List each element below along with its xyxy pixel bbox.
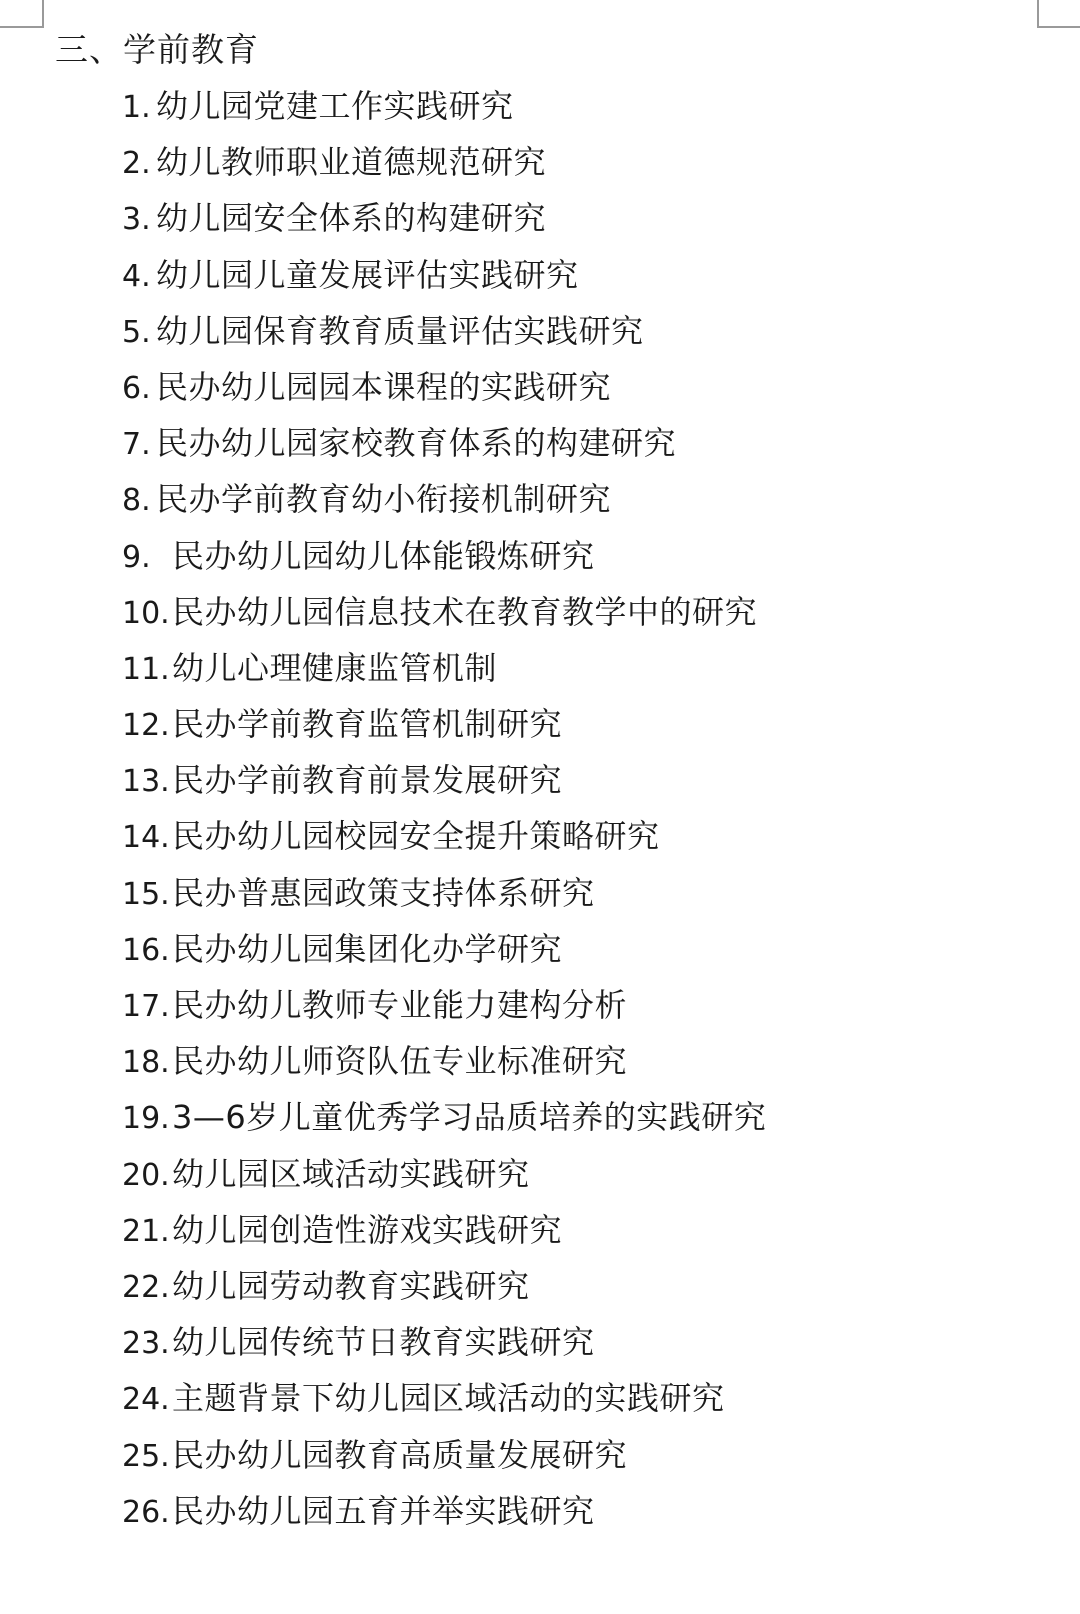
topic-item xyxy=(122,1208,766,1264)
topic-text: 民办幼儿园教育高质量发展研究 xyxy=(172,1435,628,1474)
topic-text: 民办幼儿园园本课程的实践研究 xyxy=(156,367,612,406)
topic-item xyxy=(122,983,766,1039)
topic-number: 23. xyxy=(122,1326,170,1362)
topic-text: 民办幼儿园五育并举实践研究 xyxy=(172,1491,595,1530)
topic-item xyxy=(122,702,766,758)
topic-number: 15. xyxy=(122,876,170,912)
topic-text: 主题背景下幼儿园区域活动的实践研究 xyxy=(172,1379,725,1418)
topic-number: 22. xyxy=(122,1269,170,1305)
topic-list xyxy=(122,84,766,1545)
topic-text: 民办幼儿园信息技术在教育教学中的研究 xyxy=(172,592,758,631)
topic-text: 幼儿园保育教育质量评估实践研究 xyxy=(156,311,644,350)
topic-text: 幼儿园创造性游戏实践研究 xyxy=(172,1210,563,1249)
topic-number: 19. xyxy=(122,1101,170,1137)
topic-number: 11. xyxy=(122,651,170,687)
topic-item xyxy=(122,84,766,140)
topic-item xyxy=(122,477,766,533)
topic-text: 民办幼儿园家校教育体系的构建研究 xyxy=(156,424,677,463)
topic-number: 26. xyxy=(122,1494,170,1530)
topic-number: 2. xyxy=(122,146,151,182)
topic-text: 幼儿园传统节日教育实践研究 xyxy=(172,1323,595,1362)
topic-number: 24. xyxy=(122,1382,170,1418)
topic-item xyxy=(122,927,766,983)
topic-item xyxy=(122,758,766,814)
topic-item xyxy=(122,1320,766,1376)
topic-text: 民办幼儿园集团化办学研究 xyxy=(172,929,563,968)
topic-item xyxy=(122,253,766,309)
topic-text: 民办学前教育监管机制研究 xyxy=(172,705,563,744)
topic-number: 1. xyxy=(122,90,151,125)
topic-text: 幼儿教师职业道德规范研究 xyxy=(156,143,547,182)
topic-text: 民办幼儿园校园安全提升策略研究 xyxy=(172,817,660,856)
section-heading: 三、学前教育 xyxy=(55,30,259,69)
topic-text: 幼儿园儿童发展评估实践研究 xyxy=(156,255,579,294)
topic-number: 18. xyxy=(122,1045,170,1081)
topic-text: 幼儿园劳动教育实践研究 xyxy=(172,1266,530,1305)
topic-text: 幼儿心理健康监管机制 xyxy=(172,648,498,687)
topic-number: 25. xyxy=(122,1438,170,1474)
topic-text: 民办幼儿园幼儿体能锻炼研究 xyxy=(172,536,595,575)
topic-text: 民办学前教育前景发展研究 xyxy=(172,761,563,800)
crop-mark-top-left xyxy=(0,0,44,28)
topic-number: 14. xyxy=(122,820,170,856)
topic-item xyxy=(122,421,766,477)
topic-number: 3. xyxy=(122,202,151,238)
topic-item xyxy=(122,309,766,365)
topic-number: 5. xyxy=(122,314,151,350)
topic-number: 13. xyxy=(122,764,170,800)
topic-item xyxy=(122,140,766,196)
topic-number: 6. xyxy=(122,370,151,406)
topic-item xyxy=(122,196,766,252)
topic-text: 民办学前教育幼小衔接机制研究 xyxy=(156,480,612,519)
topic-number: 4. xyxy=(122,258,151,294)
topic-item xyxy=(122,1376,766,1432)
topic-number: 9. xyxy=(122,539,151,575)
topic-item xyxy=(122,1095,766,1151)
topic-item xyxy=(122,814,766,870)
topic-number: 10. xyxy=(122,595,170,631)
topic-item xyxy=(122,1433,766,1489)
topic-item xyxy=(122,646,766,702)
crop-mark-top-right xyxy=(1037,0,1080,28)
topic-item xyxy=(122,1152,766,1208)
topic-number: 16. xyxy=(122,932,170,968)
topic-text: 民办普惠园政策支持体系研究 xyxy=(172,873,595,912)
topic-text: 3—6岁儿童优秀学习品质培养的实践研究 xyxy=(172,1098,767,1137)
topic-number: 20. xyxy=(122,1157,170,1193)
topic-item xyxy=(122,871,766,927)
topic-number: 17. xyxy=(122,989,170,1024)
topic-text: 幼儿园党建工作实践研究 xyxy=(156,87,514,125)
topic-text: 幼儿园区域活动实践研究 xyxy=(172,1154,530,1193)
topic-item xyxy=(122,365,766,421)
topic-text: 幼儿园安全体系的构建研究 xyxy=(156,199,547,238)
topic-item xyxy=(122,1489,766,1545)
topic-item xyxy=(122,534,766,590)
topic-item xyxy=(122,1039,766,1095)
topic-number: 21. xyxy=(122,1213,170,1249)
topic-number: 8. xyxy=(122,483,151,519)
topic-number: 7. xyxy=(122,427,151,463)
topic-text: 民办幼儿教师专业能力建构分析 xyxy=(172,986,628,1024)
topic-text: 民办幼儿师资队伍专业标准研究 xyxy=(172,1042,628,1081)
topic-number: 12. xyxy=(122,708,170,744)
topic-item xyxy=(122,590,766,646)
topic-item xyxy=(122,1264,766,1320)
